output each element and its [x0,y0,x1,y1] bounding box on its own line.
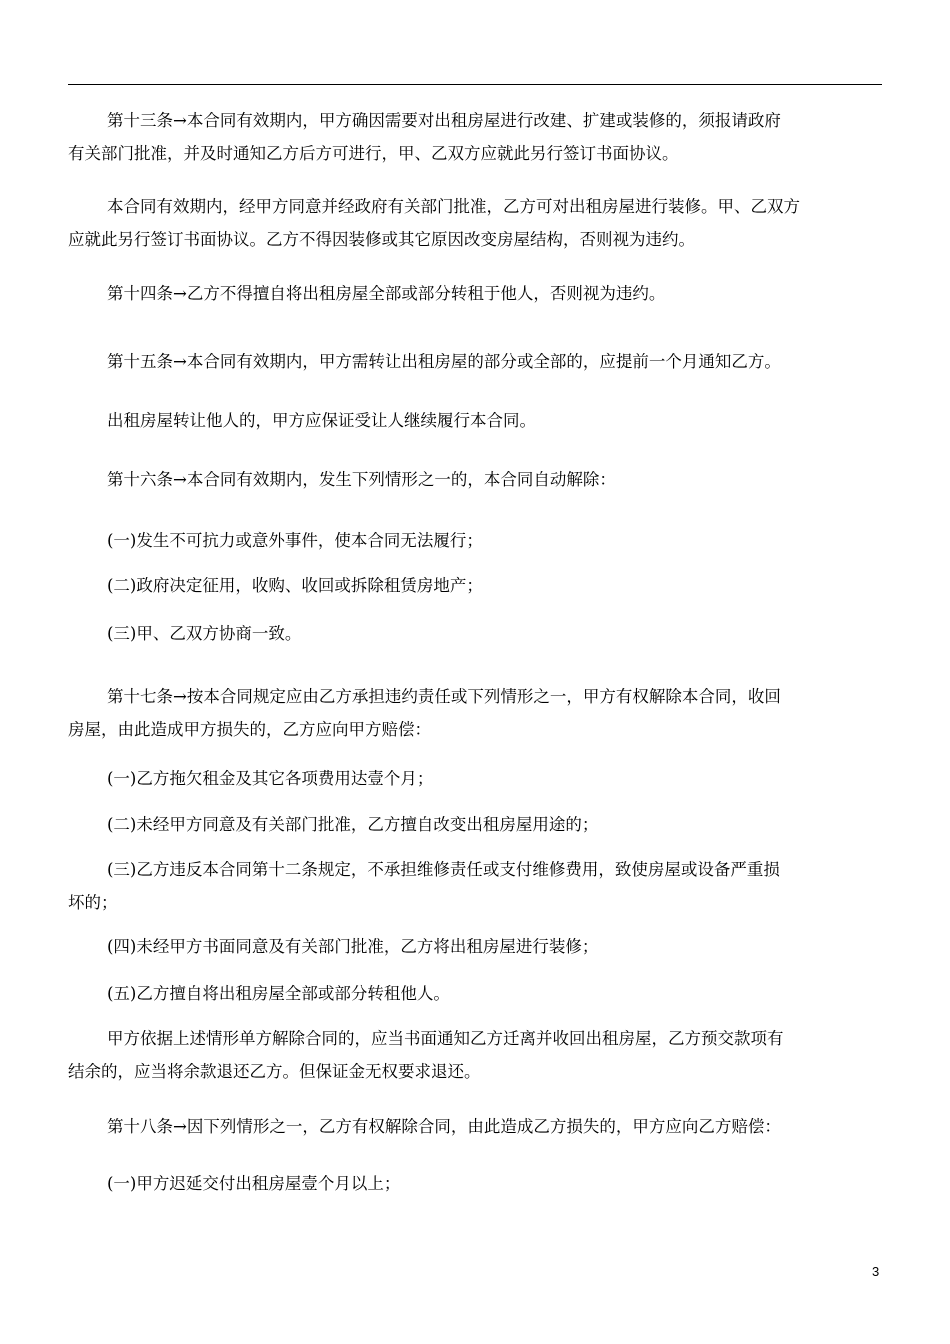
paragraph-line: (五)乙方擅自将出租房屋全部或部分转租他人。 [107,984,450,1003]
paragraph [68,762,883,795]
paragraph-line: (一)乙方拖欠租金及其它各项费用达壹个月； [107,769,434,788]
paragraph-line: (二)政府决定征用，收购、收回或拆除租赁房地产； [107,576,483,595]
paragraph-line: 第十八条→因下列情形之一，乙方有权解除合同，由此造成乙方损失的，甲方应向乙方赔偿： [107,1117,781,1136]
paragraph-line: 第十四条→乙方不得擅自将出租房屋全部或部分转租于他人，否则视为违约。 [107,284,666,303]
paragraph-line: 有关部门批准，并及时通知乙方后方可进行，甲、乙双方应就此另行签订书面协议。 [68,144,679,163]
paragraph [68,1167,883,1200]
paragraph-line: 房屋，由此造成甲方损失的，乙方应向甲方赔偿： [68,720,431,739]
paragraph [68,853,883,919]
paragraph-line: (二)未经甲方同意及有关部门批准，乙方擅自改变出租房屋用途的； [107,815,599,834]
paragraph [68,345,883,378]
paragraph [68,930,883,963]
paragraph [68,977,883,1010]
paragraph [68,190,883,256]
paragraph-line: (一)甲方迟延交付出租房屋壹个月以上； [107,1174,401,1193]
paragraph [68,104,883,170]
paragraph [68,808,883,841]
paragraph-line: 甲方依据上述情形单方解除合同的，应当书面通知乙方迁离并收回出租房屋，乙方预交款项有 [107,1029,784,1048]
paragraph-line: 第十五条→本合同有效期内，甲方需转让出租房屋的部分或全部的，应提前一个月通知乙方。 [107,352,781,371]
paragraph-line: (一)发生不可抗力或意外事件，使本合同无法履行； [107,531,483,550]
paragraph-line: 出租房屋转让他人的，甲方应保证受让人继续履行本合同。 [107,411,536,430]
paragraph-line: (三)乙方违反本合同第十二条规定，不承担维修责任或支付维修费用，致使房屋或设备严重损 [107,860,780,879]
paragraph-line: (三)甲、乙双方协商一致。 [107,624,302,643]
paragraph-line: 坏的； [68,893,118,912]
paragraph-line: 应就此另行签订书面协议。乙方不得因装修或其它原因改变房屋结构，否则视为违约。 [68,230,695,249]
paragraph [68,617,883,650]
paragraph [68,569,883,602]
paragraph [68,1110,883,1143]
paragraph [68,463,883,496]
paragraph [68,277,883,310]
paragraph [68,1022,883,1088]
paragraph-line: 第十六条→本合同有效期内，发生下列情形之一的，本合同自动解除： [107,470,616,489]
paragraph [68,680,883,746]
paragraph-line: 结余的，应当将余款退还乙方。但保证金无权要求退还。 [68,1062,481,1081]
paragraph-line: (四)未经甲方书面同意及有关部门批准，乙方将出租房屋进行装修； [107,937,599,956]
paragraph [68,524,883,557]
paragraph-line: 本合同有效期内，经甲方同意并经政府有关部门批准，乙方可对出租房屋进行装修。甲、乙双方 [107,197,800,216]
paragraph [68,404,883,437]
paragraph-line: 第十三条→本合同有效期内，甲方确因需要对出租房屋进行改建、扩建或装修的，须报请政府 [107,111,781,130]
paragraph-line: 第十七条→按本合同规定应由乙方承担违约责任或下列情形之一，甲方有权解除本合同，收回 [107,687,781,706]
page-number: 3 [872,1264,880,1279]
header-rule [68,84,882,85]
